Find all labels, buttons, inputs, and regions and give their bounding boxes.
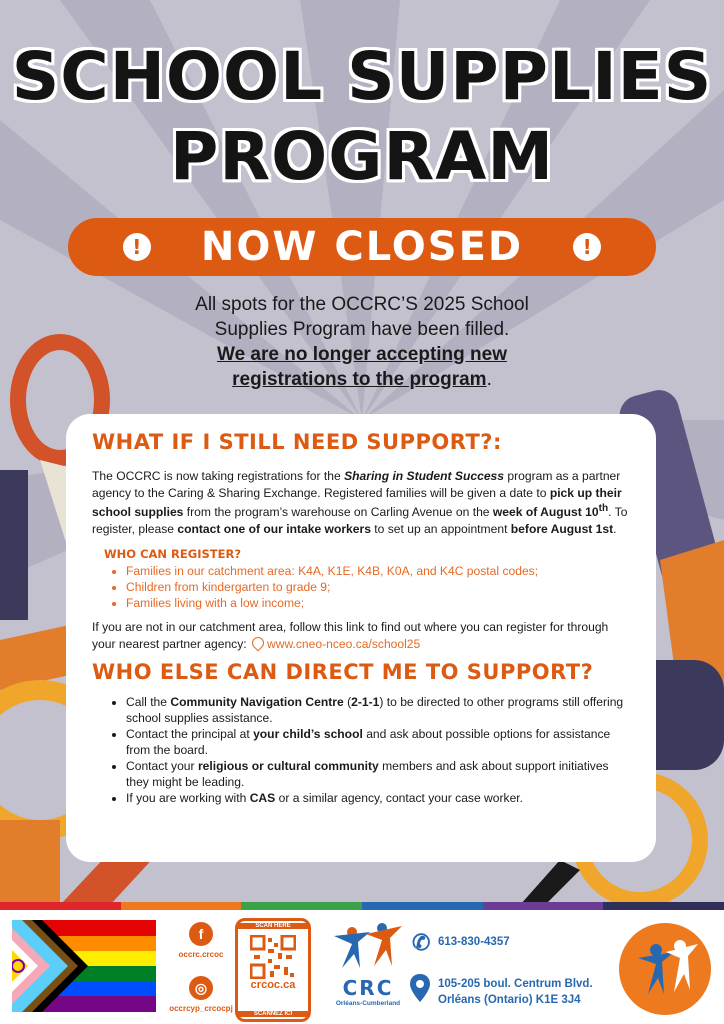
address-line-1: 105-205 boul. Centrum Blvd. xyxy=(438,978,593,990)
crc-logo-figures xyxy=(330,918,406,974)
crc-logo xyxy=(332,976,404,1007)
notice-line-2: Supplies Program have been filled. xyxy=(214,319,510,340)
facebook-icon: f xyxy=(189,922,213,946)
logo-subtitle: Orléans-Cumberland xyxy=(335,1000,401,1007)
instagram-link[interactable] xyxy=(166,976,236,1013)
qr-code-card[interactable] xyxy=(235,918,311,1022)
list-item: • Families living with a low income; xyxy=(126,595,632,611)
direct-heading: WHO ELSE CAN DIRECT ME TO SUPPORT? xyxy=(92,660,594,685)
address-line-2: Orléans (Ontario) K1E 3J4 xyxy=(438,994,581,1006)
qr-code-icon xyxy=(250,935,296,979)
facebook-link[interactable] xyxy=(166,922,236,959)
title-line-1: SCHOOL SUPPLIES xyxy=(11,38,713,115)
title-line-2: PROGRAM xyxy=(169,118,555,195)
instagram-icon: ◎ xyxy=(189,976,213,1000)
location-icon xyxy=(410,974,430,1002)
now-closed-label: NOW CLOSED xyxy=(200,224,524,270)
qr-bottom-label: SCANNEZ ICI xyxy=(238,1011,308,1017)
list-item: • Contact your religious or cultural community members and ask about support initiatives they might be leading. xyxy=(126,758,632,790)
notice-bold-line-2: registrations to the program xyxy=(232,369,487,390)
progress-pride-flag xyxy=(12,920,156,1012)
notice-period: . xyxy=(486,369,492,390)
phone-number[interactable]: 613-830-4357 xyxy=(438,936,510,948)
phone-icon: ✆ xyxy=(412,930,431,955)
list-item: • Call the Community Navigation Centre (2-1-1) to be directed to other programs still offering school supplies assistance. xyxy=(126,694,632,726)
qr-url: crcoc.ca xyxy=(250,979,296,991)
support-paragraph: The OCCRC is now taking registrations for the Sharing in Student Success program as a partner agency to the Caring & Sharing Exchange. Registered families will be given a date to pick up their school supplies from the program’s warehouse on Carling Avenue on the week of August 10th. To register, please contact one of our intake workers to set up an appointment before August 1st. xyxy=(92,469,628,536)
list-item: • Children from kindergarten to grade 9; xyxy=(126,579,632,595)
facebook-handle: occrc.crcoc xyxy=(178,950,224,959)
alert-icon: ! xyxy=(123,233,151,261)
support-heading: WHAT IF I STILL NEED SUPPORT?: xyxy=(92,430,502,454)
address xyxy=(438,976,593,1008)
alert-icon: ! xyxy=(573,233,601,261)
now-closed-banner xyxy=(68,218,656,276)
notice-line-1: All spots for the OCCRC’S 2025 School xyxy=(195,294,529,315)
partner-link-paragraph: If you are not in our catchment area, follow this link to find out where you can register for through your nearest partner agency: www.cneo-nceo.ca/school25 xyxy=(92,620,609,651)
closure-notice xyxy=(100,292,624,392)
instagram-handle: occrcyp_crcocpj xyxy=(169,1004,233,1013)
info-card xyxy=(66,414,656,862)
logo-name: CRC xyxy=(342,976,394,1000)
list-item: • Contact the principal at your child’s school and ask about possible options for assistance from the board. xyxy=(126,726,632,758)
partner-link[interactable]: www.cneo-nceo.ca/school25 xyxy=(266,636,421,651)
organization-badge xyxy=(618,922,712,1016)
notice-bold-line-1: We are no longer accepting new xyxy=(217,344,507,365)
direct-list xyxy=(92,694,632,806)
color-stripe xyxy=(0,902,724,910)
map-pin-icon xyxy=(249,634,266,651)
list-item: • Families in our catchment area: K4A, K1E, K4B, K0A, and K4C postal codes; xyxy=(126,563,632,579)
eligibility-list xyxy=(92,563,632,611)
list-item: • If you are working with CAS or a similar agency, contact your case worker. xyxy=(126,790,632,806)
qr-top-label: SCAN HERE xyxy=(238,923,308,929)
who-can-register-heading: WHO CAN REGISTER? xyxy=(104,547,241,562)
